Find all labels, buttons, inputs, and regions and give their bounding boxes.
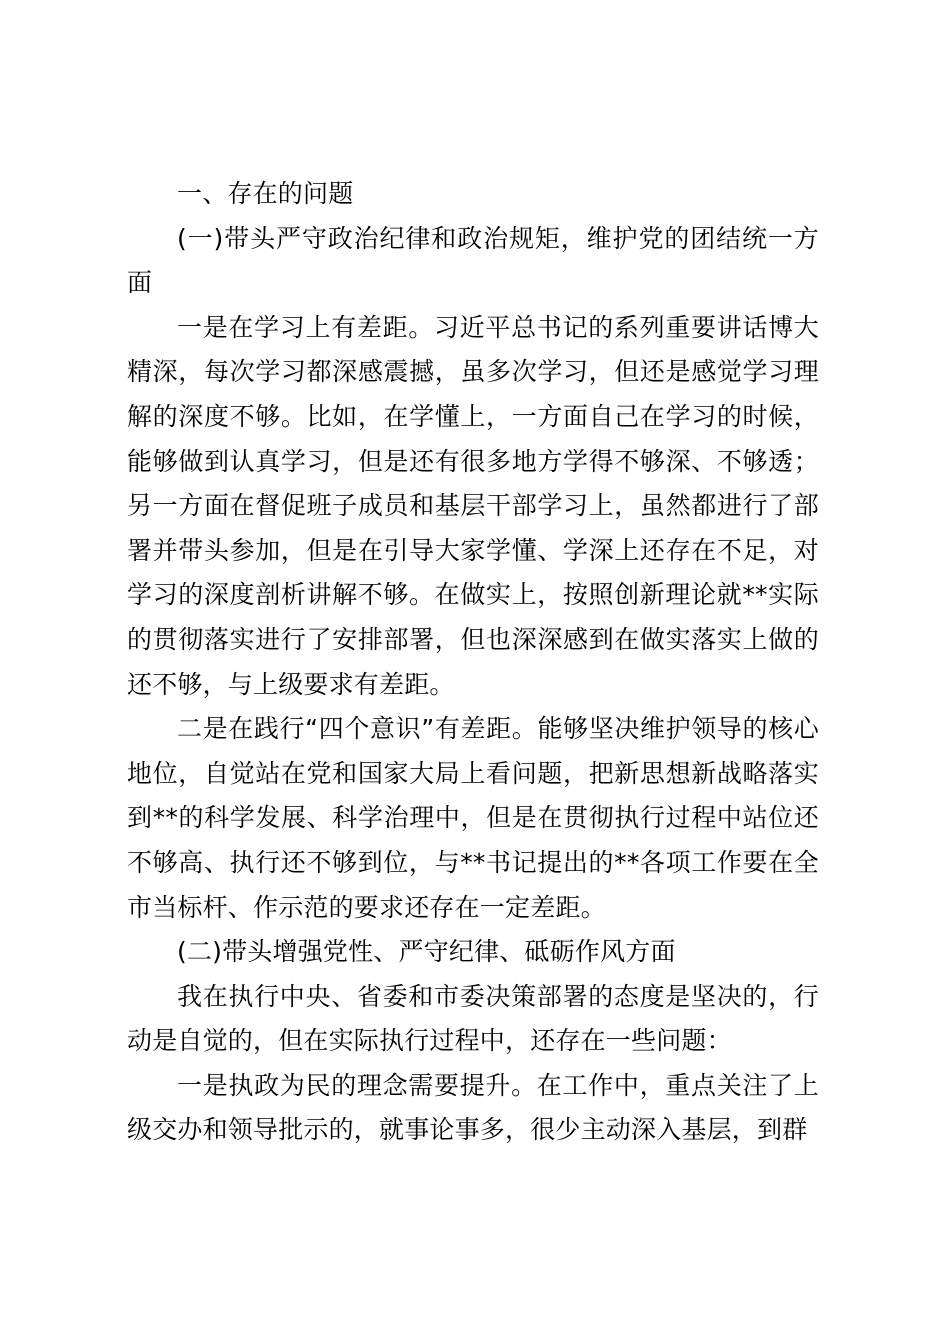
document-body [127,172,819,1153]
subsection-heading-1: (一)带头严守政治纪律和政治规矩，维护党的团结统一方面 [127,223,819,298]
body-paragraph-1: 一是在学习上有差距。习近平总书记的系列重要讲话博大精深，每次学习都深感震撼，虽多次学习，但还是感觉学习理解的深度不够。比如，在学懂上，一方面自己在学习的时候，能够做到认真学习，但是还有很多地方学得不够深、不够透；另一方面在督促班子成员和基层干部学习上，虽然都进行了部署并带头参加，但是在引导大家学懂、学深上还存在不足，对学习的深度剖析讲解不够。在做实上，按照创新理论就**实际的贯彻落实进行了安排部署，但也深深感到在做实落实上做的还不够，与上级要求有差距。 [127,312,819,699]
subsection-heading-2: (二)带头增强党性、严守纪律、砥砺作风方面 [177,937,676,967]
body-paragraph-2: 二是在践行“四个意识”有差距。能够坚决维护领导的核心地位，自觉站在党和国家大局上看问题，把新思想新战略落实到**的科学发展、科学治理中，但是在贯彻执行过程中站位还不够高、执行还不够到位，与**书记提出的**各项工作要在全市当标杆、作示范的要求还存在一定差距。 [127,714,819,922]
body-paragraph-4: 一是执政为民的理念需要提升。在工作中，重点关注了上级交办和领导批示的，就事论事多，很少主动深入基层，到群 [127,1070,819,1145]
section-heading: 一、存在的问题 [177,179,354,208]
body-paragraph-3: 我在执行中央、省委和市委决策部署的态度是坚决的，行动是自觉的，但在实际执行过程中，还存在一些问题： [127,981,819,1056]
